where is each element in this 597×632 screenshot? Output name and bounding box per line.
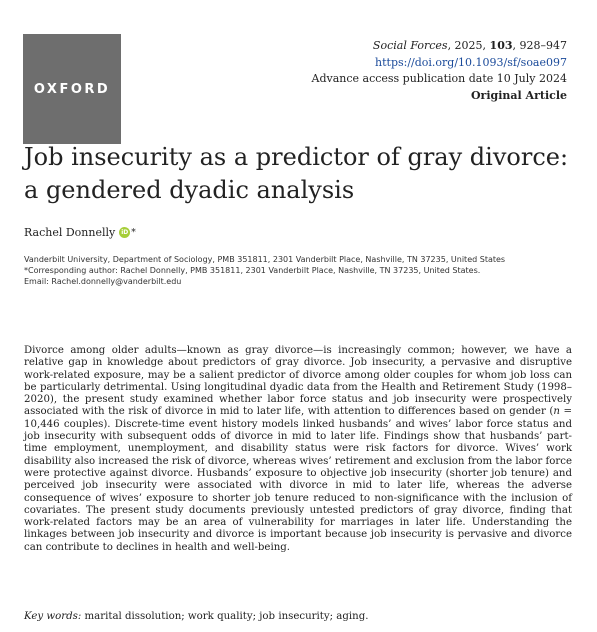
author-line xyxy=(24,226,136,239)
abstract xyxy=(24,345,572,554)
article-type: Original Article xyxy=(470,88,567,102)
author-name[interactable]: Rachel Donnelly xyxy=(24,226,116,239)
volume: 103 xyxy=(489,39,513,52)
journal-citation xyxy=(312,38,568,55)
keywords xyxy=(24,611,368,622)
keywords-label: Key words: xyxy=(24,611,82,622)
advance-access-date: Advance access publication date 10 July 2024 xyxy=(311,72,567,85)
doi-link[interactable]: https://doi.org/10.1093/sf/soae097 xyxy=(375,55,567,69)
logo-text: OXFORD xyxy=(33,81,111,97)
citation-block xyxy=(312,38,568,104)
n-symbol: n xyxy=(553,406,560,418)
oxford-logo xyxy=(23,34,121,144)
journal-name: Social Forces xyxy=(372,39,448,52)
abstract-part-1: Divorce among older adults—known as gray divorce—is increasingly common; however, we have a relative gap in knowledge about predictors of gray divorce. Job insecurity, a pervasive and disruptive work-related exposure, may be a salient predictor of divorce among older couples for whom job loss can be particularly detrimental. Using longitudinal dyadic data from the Health and Retirement Study (1998–2020), the present study examined whether labor force status and job insecurity were prospectively associated with the risk of divorce in mid to later life, with attention to differences based on gender ( xyxy=(24,345,572,418)
keywords-text: marital dissolution; work quality; job insecurity; aging. xyxy=(81,611,369,622)
affiliation: Vanderbilt University, Department of Sociology, PMB 351811, 2301 Vanderbilt Place, Nashville, TN 37235, United States xyxy=(24,255,506,264)
author-marker: * xyxy=(131,227,136,238)
author-email: Email: Rachel.donnelly@vanderbilt.edu xyxy=(24,276,182,286)
corresponding-author: *Corresponding author: Rachel Donnelly, PMB 351811, 2301 Vanderbilt Place, Nashville, TN 37235, United States. xyxy=(24,265,481,275)
orcid-icon[interactable]: iD xyxy=(119,227,130,238)
article-title: Job insecurity as a predictor of gray divorce: a gendered dyadic analysis xyxy=(24,143,569,204)
citation-year: , 2025, xyxy=(447,39,490,52)
abstract-part-2: = 10,446 couples). Discrete-time event history models linked husbands’ and wives’ labor force status and job insecurity with subsequent odds of divorce in mid to later life. Findings show that husbands’ part-time employment, unemployment, and disability status were risk factors for divorce. Wives’ work disability also increased the risk of divorce, whereas wives’ retirement and exclusion from the labor force were protective against divorce. Husbands’ exposure to objective job insecurity (shorter job tenure) and perceived job insecurity were associated with divorce in mid to later life, whereas the adverse consequence of wives’ exposure to shorter job tenure reduced to non-significance with the inclusion of covariates. The present study documents previously untested predictors of gray divorce, finding that work-related factors may be an area of vulnerability for marriages in later life. Understanding the linkages between job insecurity and divorce is important because job insecurity is pervasive and divorce can contribute to declines in health and well-being. xyxy=(24,406,573,553)
pages: , 928–947 xyxy=(512,39,567,52)
affiliation-block xyxy=(24,255,564,287)
